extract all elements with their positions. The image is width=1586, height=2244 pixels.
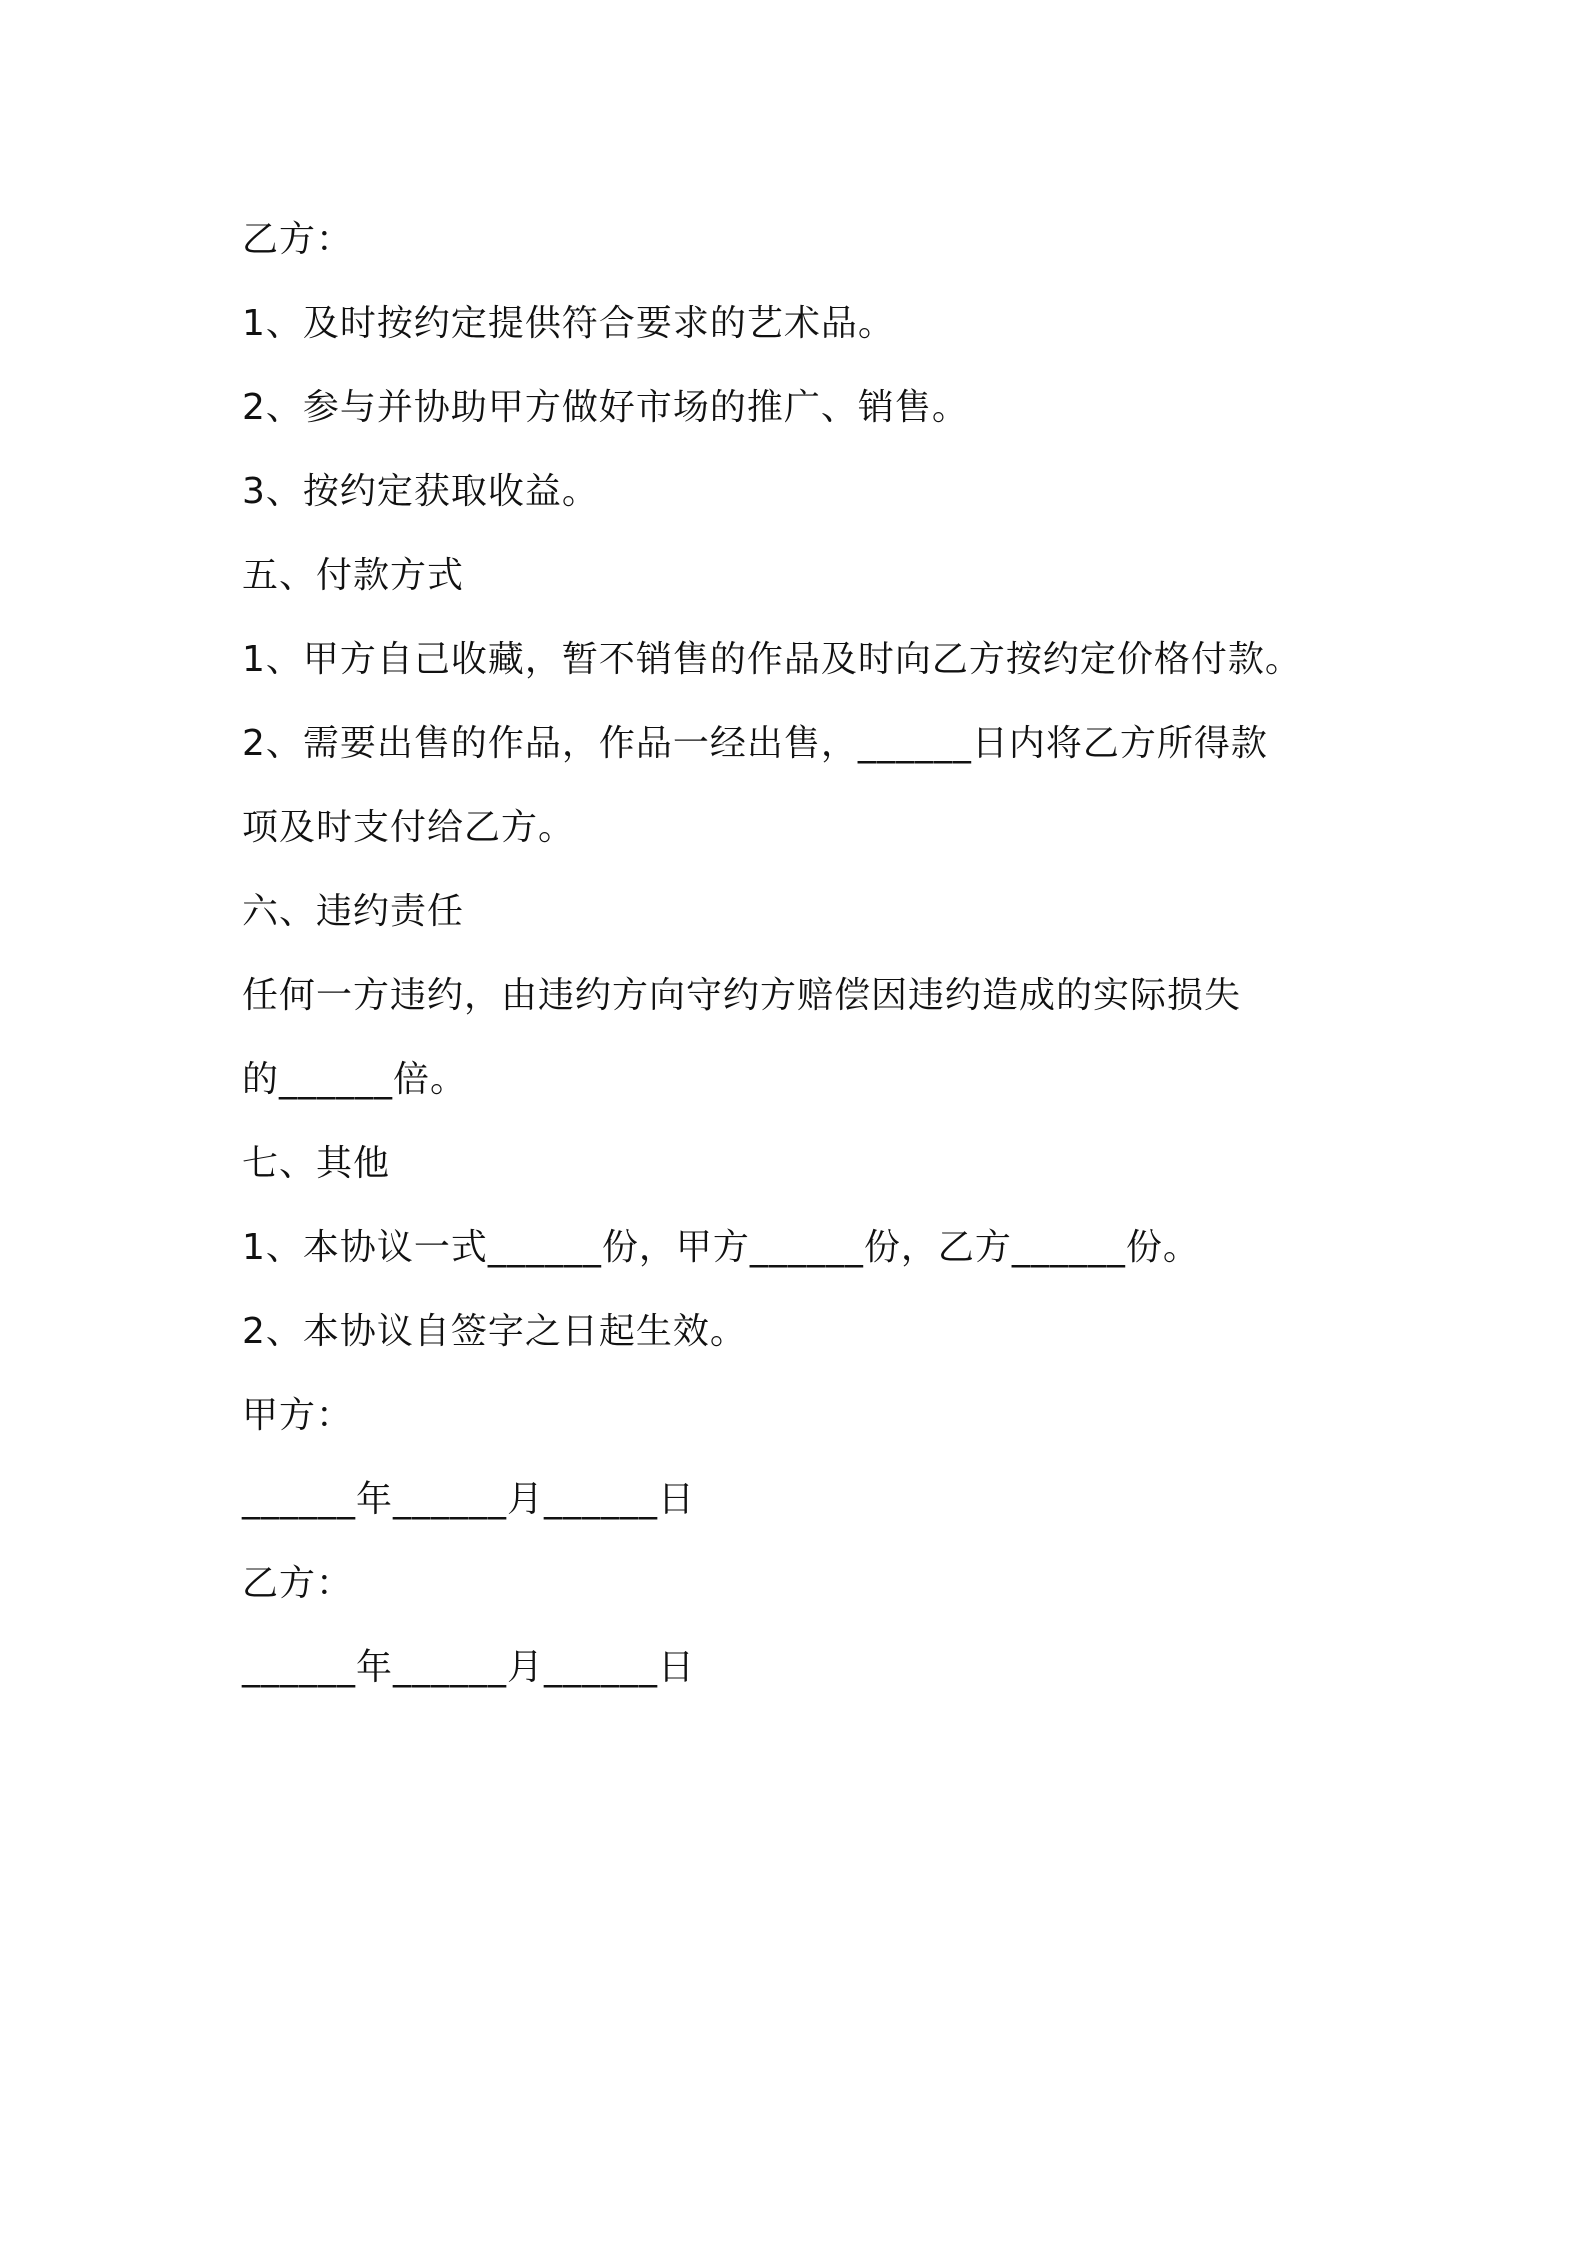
party-b-duty-2: 2、参与并协助甲方做好市场的推广、销售。 — [242, 387, 969, 428]
party-a-signature-date: ______年______月______日 — [242, 1479, 695, 1520]
payment-clause-2-continued: 项及时支付给乙方。 — [242, 807, 576, 848]
section-liability-heading: 六、违约责任 — [242, 891, 465, 932]
document-body — [242, 198, 1402, 1710]
payment-clause-1: 1、甲方自己收藏，暂不销售的作品及时向乙方按约定价格付款。 — [242, 639, 1302, 680]
party-a-signature-label: 甲方： — [242, 1395, 354, 1436]
party-b-duty-1: 1、及时按约定提供符合要求的艺术品。 — [242, 303, 895, 344]
liability-clause: 任何一方违约，由违约方向守约方赔偿因违约造成的实际损失 — [242, 975, 1242, 1016]
party-b-duty-3: 3、按约定获取收益。 — [242, 471, 599, 512]
party-b-signature-label: 乙方： — [242, 1563, 354, 1604]
section-other-heading: 七、其他 — [242, 1143, 391, 1184]
party-b-heading: 乙方： — [242, 219, 354, 260]
section-payment-heading: 五、付款方式 — [242, 555, 465, 596]
party-b-signature-date: ______年______月______日 — [242, 1647, 695, 1688]
other-clause-1: 1、本协议一式______份，甲方______份，乙方______份。 — [242, 1227, 1200, 1268]
liability-clause-continued: 的______倍。 — [242, 1059, 468, 1100]
payment-clause-2: 2、需要出售的作品，作品一经出售，______日内将乙方所得款 — [242, 723, 1268, 764]
other-clause-2: 2、本协议自签字之日起生效。 — [242, 1311, 747, 1352]
